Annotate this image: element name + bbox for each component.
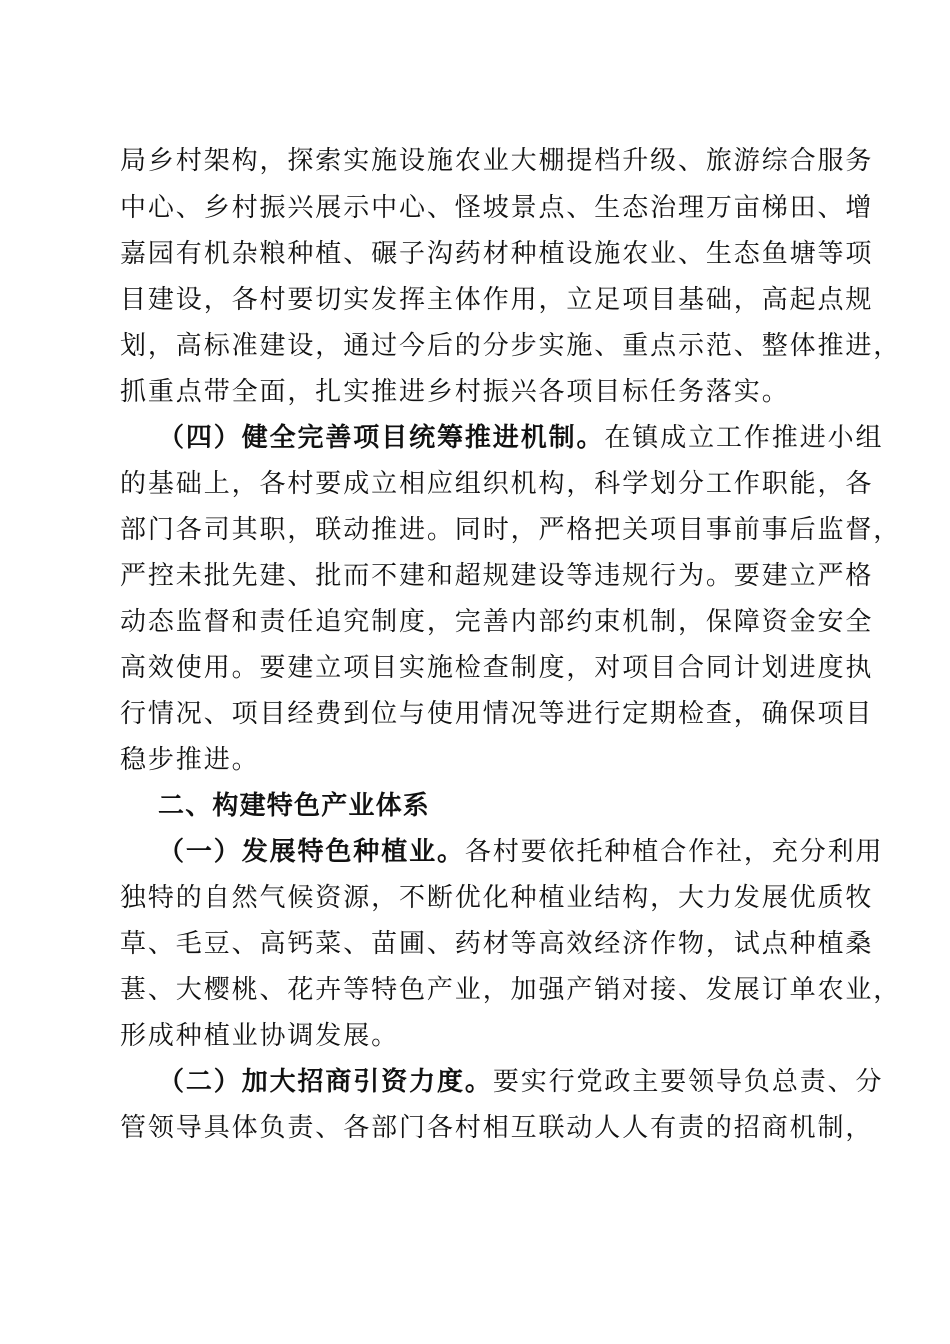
text-line: 葚、大樱桃、花卉等特色产业，加强产销对接、发展订单农业， (120, 975, 902, 1005)
text-line: 抓重点带全面，扎实推进乡村振兴各项目标任务落实。 (120, 377, 790, 407)
paragraph-2-2-first-line (158, 1067, 884, 1097)
section-heading: 二、构建特色产业体系 (158, 791, 431, 821)
text-line: 高效使用。要建立项目实施检查制度，对项目合同计划进度执 (120, 653, 874, 683)
text-line: 形成种植业协调发展。 (120, 1021, 400, 1051)
paragraph-4-text: 在镇成立工作推进小组 (604, 423, 884, 453)
text-line: 目建设，各村要切实发挥主体作用，立足项目基础，高起点规 (120, 285, 874, 315)
paragraph-2-1-first-line (158, 837, 884, 867)
paragraph-4-title: （四）健全完善项目统筹推进机制。 (158, 423, 605, 453)
text-line: 的基础上，各村要成立相应组织机构，科学划分工作职能，各 (120, 469, 874, 499)
text-line: 稳步推进。 (120, 745, 260, 775)
paragraph-2-1-text: 各村要依托种植合作社，充分利用 (464, 837, 884, 867)
text-line: 行情况、项目经费到位与使用情况等进行定期检查，确保项目 (120, 699, 874, 729)
text-line: 划，高标准建设，通过今后的分步实施、重点示范、整体推进， (120, 331, 902, 361)
text-line: 部门各司其职，联动推进。同时，严格把关项目事前事后监督， (120, 515, 902, 545)
paragraph-2-1-title: （一）发展特色种植业。 (158, 837, 465, 867)
text-line: 动态监督和责任追究制度，完善内部约束机制，保障资金安全 (120, 607, 874, 637)
text-line: 嘉园有机杂粮种植、碾子沟药材种植设施农业、生态鱼塘等项 (120, 239, 874, 269)
text-line: 局乡村架构，探索实施设施农业大棚提档升级、旅游综合服务 (120, 146, 874, 176)
text-line: 严控未批先建、批而不建和超规建设等违规行为。要建立严格 (120, 561, 874, 591)
text-line: 中心、乡村振兴展示中心、怪坡景点、生态治理万亩梯田、增 (120, 193, 874, 223)
paragraph-2-2-text: 要实行党政主要领导负总责、分 (492, 1067, 884, 1097)
paragraph-4-first-line (158, 423, 884, 453)
paragraph-2-2-title: （二）加大招商引资力度。 (158, 1067, 493, 1097)
text-line: 草、毛豆、高钙菜、苗圃、药材等高效经济作物，试点种植桑 (120, 929, 874, 959)
text-line: 独特的自然气候资源，不断优化种植业结构，大力发展优质牧 (120, 883, 874, 913)
text-line: 管领导具体负责、各部门各村相互联动人人有责的招商机制， (120, 1113, 874, 1143)
